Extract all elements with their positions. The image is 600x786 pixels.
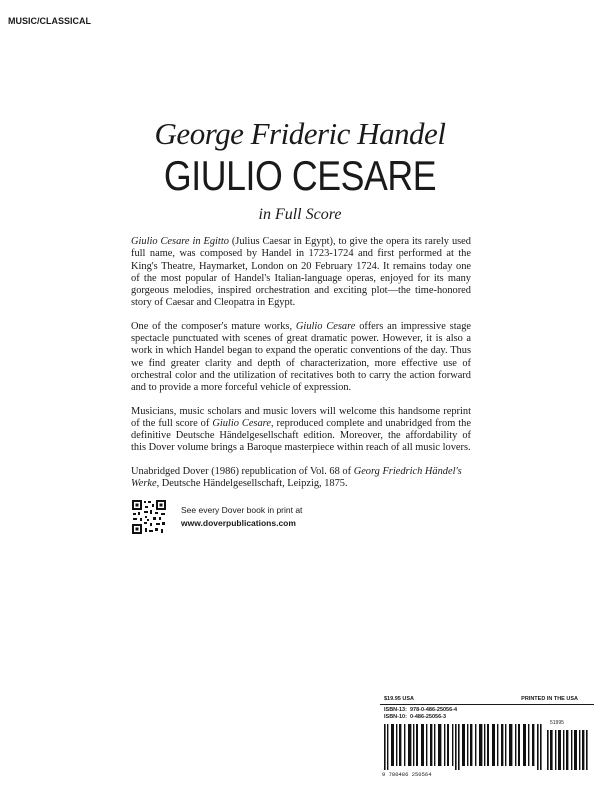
paragraph-text: One of the composer's mature works, — [131, 320, 296, 332]
barcode-panel — [380, 694, 594, 778]
price-addon-barcode — [546, 724, 590, 770]
isbn13-label: ISBN-13: 978-0-486-25056-4 — [384, 707, 458, 713]
paragraph-text: offers an impressive stage spectacle punctuated with scenes of great dramatic power. However, it is also a work in which Handel began to expand the operatic conventions of the day. Thus we find greater clarity and depth of characterization, more effective use of orchestral color and the utilization of recitatives both to carry the action forward and to provide a more forceful vehicle of expression. — [131, 320, 472, 394]
website-link[interactable]: www.doverpublications.com — [181, 518, 296, 528]
paragraph-text: (Julius Caesar in Egypt), to give the opera its rarely used full name, was composed by Handel in 1723-1724 and first performed at the King's Theatre, Haymarket, London on 20 February 1724. It remains today one of the most popular of Handel's Italian-language operas, enjoyed for its many gorgeous melodies, inspired orchestration and exciting plot—the time-honored story of Caesar and Cleopatra in Egypt. — [131, 236, 471, 309]
source-title: Georg Friedrich Händel's Werke — [131, 465, 462, 490]
source-credit — [131, 466, 471, 491]
promo-text — [181, 504, 302, 530]
printed-label: PRINTED IN THE USA — [521, 696, 578, 702]
ean-barcode — [384, 724, 544, 770]
paragraph-text: Musicians, music scholars and music lovers will welcome this handsome reprint of the full score of — [131, 405, 471, 429]
isbn10-label: ISBN-10: 0-486-25056-3 — [384, 714, 447, 720]
divider — [380, 704, 594, 705]
qr-code-icon[interactable] — [131, 499, 167, 535]
composer-name: George Frideric Handel — [154, 116, 446, 151]
description-paragraph-2 — [131, 321, 471, 395]
opera-title: Giulio Cesare — [295, 320, 356, 332]
paragraph-text: , Deutsche Händelgesellschaft, Leipzig, 1875. — [156, 478, 348, 490]
website-promo — [131, 499, 431, 539]
book-subtitle: in Full Score — [258, 206, 342, 223]
paragraph-text: , reproduced complete and unabridged from the definitive Deutsche Händelgesellschaft edition. Moreover, the affordability of this Dover volume brings a Baroque masterpiece within reach of all music lovers. — [131, 417, 471, 454]
description-paragraph-1 — [131, 236, 471, 310]
ean-number: 9 780486 250564 — [382, 771, 432, 778]
description-paragraph-3 — [131, 406, 471, 455]
price-label: $19.95 USA — [384, 696, 414, 702]
paragraph-text: Unabridged Dover (1986) republication of Vol. 68 of — [131, 465, 354, 477]
promo-line: See every Dover book in print at — [181, 505, 303, 515]
opera-full-title: Giulio Cesare in Egitto — [131, 236, 229, 247]
book-title: GIULIO CESARE — [163, 152, 437, 199]
addon-number: 51995 — [550, 720, 564, 726]
opera-title: Giulio Cesare — [212, 417, 271, 429]
category-label: MUSIC/CLASSICAL — [8, 16, 91, 26]
description-body — [131, 236, 471, 501]
